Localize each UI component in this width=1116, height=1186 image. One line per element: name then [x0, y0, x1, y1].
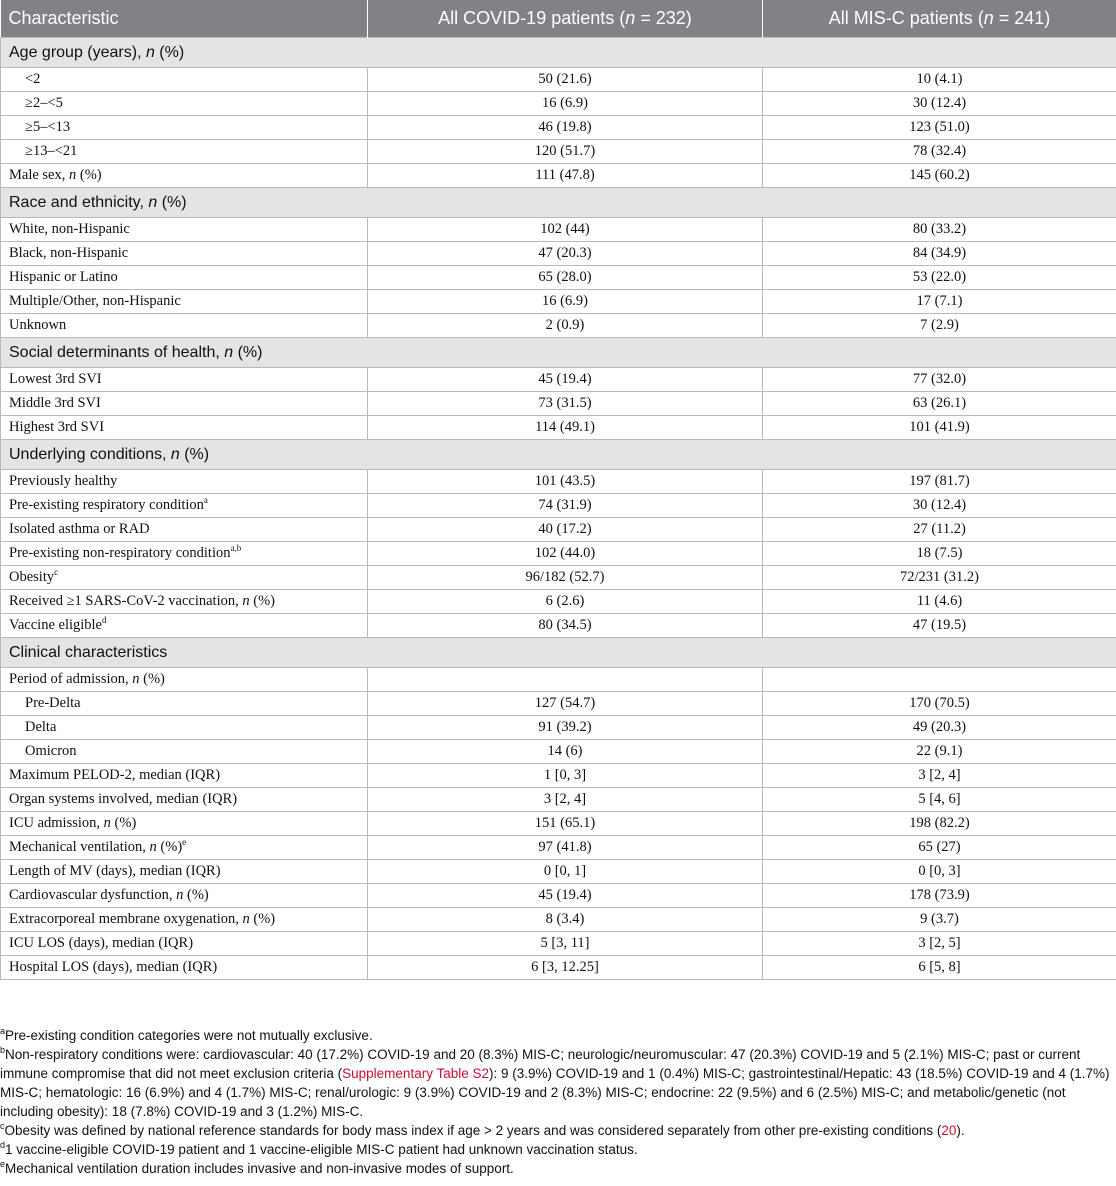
footnote-text: Obesity was defined by national reference standards for body mass index if age > 2 years and was considered separately from other pre-existing conditions (	[4, 1123, 942, 1138]
footnote-a	[0, 1026, 1112, 1045]
label-unit: (%)	[249, 593, 275, 609]
covid-value: 102 (44.0)	[368, 542, 763, 566]
misc-value: 63 (26.1)	[763, 392, 1116, 416]
misc-value: 3 [2, 5]	[763, 932, 1116, 956]
table-row	[1, 566, 1116, 590]
row-label: ICU LOS (days), median (IQR)	[1, 932, 368, 956]
table-row	[1, 614, 1116, 638]
row-label	[1, 812, 368, 836]
header-misc-suffix: = 241)	[993, 8, 1051, 28]
label-unit: (%)	[110, 815, 137, 831]
misc-value: 7 (2.9)	[763, 314, 1116, 338]
label-n: n	[242, 911, 250, 927]
row-label	[1, 908, 368, 932]
section-n: n	[224, 343, 234, 361]
table-row	[1, 290, 1116, 314]
covid-value: 40 (17.2)	[368, 518, 763, 542]
row-label	[1, 836, 368, 860]
misc-value: 80 (33.2)	[763, 218, 1116, 242]
table-row	[1, 908, 1116, 932]
row-label	[1, 614, 368, 638]
misc-value: 72/231 (31.2)	[763, 566, 1116, 590]
table-row	[1, 68, 1116, 92]
row-label: Hospital LOS (days), median (IQR)	[1, 956, 368, 980]
section-text: Race and ethnicity,	[9, 193, 149, 211]
covid-value: 0 [0, 1]	[368, 860, 763, 884]
row-label	[1, 164, 368, 188]
misc-value: 77 (32.0)	[763, 368, 1116, 392]
section-title: Clinical characteristics	[1, 638, 1116, 668]
covid-value: 46 (19.8)	[368, 116, 763, 140]
table-row	[1, 590, 1116, 614]
section-unit: (%)	[233, 343, 263, 361]
table-row	[1, 788, 1116, 812]
label-text: Extracorporeal membrane oxygenation,	[9, 911, 243, 927]
row-label: Isolated asthma or RAD	[1, 518, 368, 542]
table-row	[1, 470, 1116, 494]
table-row	[1, 812, 1116, 836]
misc-value: 17 (7.1)	[763, 290, 1116, 314]
table-row	[1, 716, 1116, 740]
row-label: White, non-Hispanic	[1, 218, 368, 242]
footnote-d	[0, 1140, 1112, 1159]
table-row	[1, 884, 1116, 908]
row-label: Lowest 3rd SVI	[1, 368, 368, 392]
header-covid	[368, 0, 763, 38]
row-label: Middle 3rd SVI	[1, 392, 368, 416]
section-unit: (%)	[157, 193, 187, 211]
row-label: Delta	[1, 716, 368, 740]
section-row	[1, 440, 1116, 470]
footnote-mark: a,b	[230, 543, 242, 553]
covid-value: 45 (19.4)	[368, 884, 763, 908]
misc-value: 78 (32.4)	[763, 140, 1116, 164]
covid-value: 127 (54.7)	[368, 692, 763, 716]
misc-value: 0 [0, 3]	[763, 860, 1116, 884]
row-label: Black, non-Hispanic	[1, 242, 368, 266]
header-covid-n: n	[625, 8, 636, 28]
header-row	[1, 0, 1116, 38]
table-row	[1, 860, 1116, 884]
misc-value: 22 (9.1)	[763, 740, 1116, 764]
section-text: Social determinants of health,	[9, 343, 225, 361]
label-n: n	[69, 167, 77, 183]
label-n: n	[132, 671, 140, 687]
covid-value: 96/182 (52.7)	[368, 566, 763, 590]
label-unit: (%)	[183, 887, 209, 903]
footnote-mark: c	[54, 567, 59, 577]
section-row	[1, 188, 1116, 218]
section-title	[1, 440, 1116, 470]
section-title	[1, 38, 1116, 68]
table-row	[1, 668, 1116, 692]
misc-value: 170 (70.5)	[763, 692, 1116, 716]
row-label: Hispanic or Latino	[1, 266, 368, 290]
covid-value: 3 [2, 4]	[368, 788, 763, 812]
row-label: Maximum PELOD-2, median (IQR)	[1, 764, 368, 788]
section-n: n	[170, 445, 180, 463]
covid-value: 45 (19.4)	[368, 368, 763, 392]
label-unit: (%)	[249, 911, 276, 927]
misc-value: 101 (41.9)	[763, 416, 1116, 440]
section-row	[1, 338, 1116, 368]
misc-value: 47 (19.5)	[763, 614, 1116, 638]
table-row	[1, 266, 1116, 290]
table-row	[1, 764, 1116, 788]
covid-value: 80 (34.5)	[368, 614, 763, 638]
covid-value: 114 (49.1)	[368, 416, 763, 440]
covid-value: 6 (2.6)	[368, 590, 763, 614]
footnote-mark: d	[0, 1140, 6, 1150]
misc-value: 9 (3.7)	[763, 908, 1116, 932]
covid-value: 47 (20.3)	[368, 242, 763, 266]
table-row	[1, 740, 1116, 764]
section-unit: (%)	[179, 445, 210, 463]
row-label: Previously healthy	[1, 470, 368, 494]
table-row	[1, 368, 1116, 392]
label-text: Pre-existing respiratory condition	[9, 497, 204, 513]
label-text: Cardiovascular dysfunction,	[9, 887, 177, 903]
misc-value: 49 (20.3)	[763, 716, 1116, 740]
footnote-mark: b	[0, 1045, 6, 1055]
row-label: ≥2–<5	[1, 92, 368, 116]
table-row	[1, 542, 1116, 566]
row-label	[1, 494, 368, 518]
footnote-text: Mechanical ventilation duration includes invasive and non-invasive modes of support.	[5, 1161, 514, 1176]
supplementary-table-link[interactable]: Supplementary Table S2	[342, 1066, 489, 1081]
covid-value: 101 (43.5)	[368, 470, 763, 494]
misc-value	[763, 668, 1116, 692]
footnotes	[0, 1026, 1112, 1178]
table-row	[1, 836, 1116, 860]
label-n: n	[242, 593, 250, 609]
label-n: n	[149, 839, 157, 855]
row-label: Multiple/Other, non-Hispanic	[1, 290, 368, 314]
covid-value: 91 (39.2)	[368, 716, 763, 740]
covid-value: 65 (28.0)	[368, 266, 763, 290]
misc-value: 65 (27)	[763, 836, 1116, 860]
misc-value: 6 [5, 8]	[763, 956, 1116, 980]
footnote-mark: c	[0, 1121, 5, 1131]
covid-value: 50 (21.6)	[368, 68, 763, 92]
covid-value: 111 (47.8)	[368, 164, 763, 188]
label-text: ICU admission,	[9, 815, 104, 831]
row-label: Organ systems involved, median (IQR)	[1, 788, 368, 812]
row-label: Omicron	[1, 740, 368, 764]
label-text: Vaccine eligible	[9, 617, 102, 633]
header-characteristic: Characteristic	[1, 0, 368, 38]
misc-value: 198 (82.2)	[763, 812, 1116, 836]
row-label: ≥5–<13	[1, 116, 368, 140]
footnote-mark: d	[102, 615, 107, 625]
table-row	[1, 518, 1116, 542]
section-unit: (%)	[154, 43, 185, 61]
table-row	[1, 314, 1116, 338]
label-unit: (%)	[76, 167, 102, 183]
covid-value: 6 [3, 12.25]	[368, 956, 763, 980]
misc-value: 18 (7.5)	[763, 542, 1116, 566]
header-misc-n: n	[983, 8, 994, 28]
reference-link[interactable]: 20	[941, 1123, 957, 1138]
covid-value: 14 (6)	[368, 740, 763, 764]
covid-value: 8 (3.4)	[368, 908, 763, 932]
table-row	[1, 956, 1116, 980]
footnote-text: 1 vaccine-eligible COVID-19 patient and 1 vaccine-eligible MIS-C patient had unknown vaccination status.	[5, 1142, 638, 1157]
misc-value: 30 (12.4)	[763, 494, 1116, 518]
covid-value: 5 [3, 11]	[368, 932, 763, 956]
section-text: Underlying conditions,	[9, 445, 171, 463]
table-row	[1, 92, 1116, 116]
misc-value: 27 (11.2)	[763, 518, 1116, 542]
row-label	[1, 566, 368, 590]
footnote-e	[0, 1159, 1112, 1178]
covid-value: 120 (51.7)	[368, 140, 763, 164]
table-row	[1, 392, 1116, 416]
misc-value: 3 [2, 4]	[763, 764, 1116, 788]
table-row	[1, 416, 1116, 440]
footnote-text: Non-respiratory conditions were: cardiovascular: 40 (17.2%) COVID-19 and 20 (8.3%) MIS-C; neurologic/neuromuscular: 47 (20.3%) COVID-19 and 5 (2.1%) MIS-C; past or current immune compromise that did not meet exclusion criteria (	[0, 1047, 1081, 1081]
row-label: Pre-Delta	[1, 692, 368, 716]
covid-value: 74 (31.9)	[368, 494, 763, 518]
label-text: Pre-existing non-respiratory condition	[9, 545, 231, 561]
header-covid-prefix: All COVID-19 patients (	[438, 8, 626, 28]
row-label	[1, 542, 368, 566]
table-row	[1, 116, 1116, 140]
covid-value: 73 (31.5)	[368, 392, 763, 416]
misc-value: 30 (12.4)	[763, 92, 1116, 116]
table-row	[1, 218, 1116, 242]
footnote-mark: a	[0, 1026, 6, 1036]
label-text: Mechanical ventilation,	[9, 839, 150, 855]
table-row	[1, 692, 1116, 716]
row-label	[1, 590, 368, 614]
label-unit: (%)	[156, 839, 183, 855]
covid-value: 16 (6.9)	[368, 92, 763, 116]
footnote-mark: a	[203, 495, 208, 505]
misc-value: 84 (34.9)	[763, 242, 1116, 266]
header-covid-suffix: = 232)	[635, 8, 692, 28]
covid-value: 2 (0.9)	[368, 314, 763, 338]
footnote-mark: e	[0, 1159, 6, 1169]
section-text: Age group (years),	[9, 43, 146, 61]
misc-value: 145 (60.2)	[763, 164, 1116, 188]
table-row	[1, 140, 1116, 164]
header-misc	[763, 0, 1116, 38]
misc-value: 5 [4, 6]	[763, 788, 1116, 812]
footnote-mark: e	[182, 837, 187, 847]
label-text: Period of admission,	[9, 671, 133, 687]
misc-value: 123 (51.0)	[763, 116, 1116, 140]
label-unit: (%)	[139, 671, 165, 687]
row-label: ≥13–<21	[1, 140, 368, 164]
footnote-text-cont: ): 9 (3.9%) COVID-19 and 1 (0.4%) MIS-C; gastrointestinal/Hepatic: 43 (18.5%) COVID-19 and 4 (1.7%) MIS-C; hematologic: 16 (6.9%) and 4 (1.7%) MIS-C; renal/urologic: 9 (3.9%) COVID-19 and 2 (8.3%) MIS-C; endocrine: 22 (9.5%) and 6 (2.5%) MIS-C; and metabolic/genetic (not including obesity): 18 (7.8%) COVID-19 and 3 (1.2%) MIS-C.	[0, 1066, 1110, 1119]
section-n: n	[148, 193, 158, 211]
footnote-c	[0, 1121, 1112, 1140]
misc-value: 11 (4.6)	[763, 590, 1116, 614]
covid-value: 1 [0, 3]	[368, 764, 763, 788]
section-row	[1, 38, 1116, 68]
covid-value: 16 (6.9)	[368, 290, 763, 314]
covid-value: 97 (41.8)	[368, 836, 763, 860]
row-label: Unknown	[1, 314, 368, 338]
section-title	[1, 188, 1116, 218]
footnote-b	[0, 1045, 1112, 1121]
row-label	[1, 668, 368, 692]
misc-value: 178 (73.9)	[763, 884, 1116, 908]
covid-value	[368, 668, 763, 692]
table-row	[1, 164, 1116, 188]
row-label: Highest 3rd SVI	[1, 416, 368, 440]
section-n: n	[145, 43, 155, 61]
footnote-text: Pre-existing condition categories were not mutually exclusive.	[5, 1028, 373, 1043]
label-text: Received ≥1 SARS-CoV-2 vaccination,	[9, 593, 243, 609]
table-row	[1, 932, 1116, 956]
label-text: Male sex,	[9, 167, 69, 183]
covid-value: 102 (44)	[368, 218, 763, 242]
section-title	[1, 338, 1116, 368]
row-label	[1, 884, 368, 908]
label-n: n	[103, 815, 111, 831]
row-label: Length of MV (days), median (IQR)	[1, 860, 368, 884]
section-row	[1, 638, 1116, 668]
table-row	[1, 242, 1116, 266]
misc-value: 197 (81.7)	[763, 470, 1116, 494]
row-label: <2	[1, 68, 368, 92]
table-row	[1, 494, 1116, 518]
misc-value: 10 (4.1)	[763, 68, 1116, 92]
label-text: Obesity	[9, 569, 55, 585]
covid-value: 151 (65.1)	[368, 812, 763, 836]
footnote-text-cont: ).	[956, 1123, 965, 1138]
label-n: n	[176, 887, 184, 903]
header-misc-prefix: All MIS-C patients (	[828, 8, 984, 28]
misc-value: 53 (22.0)	[763, 266, 1116, 290]
